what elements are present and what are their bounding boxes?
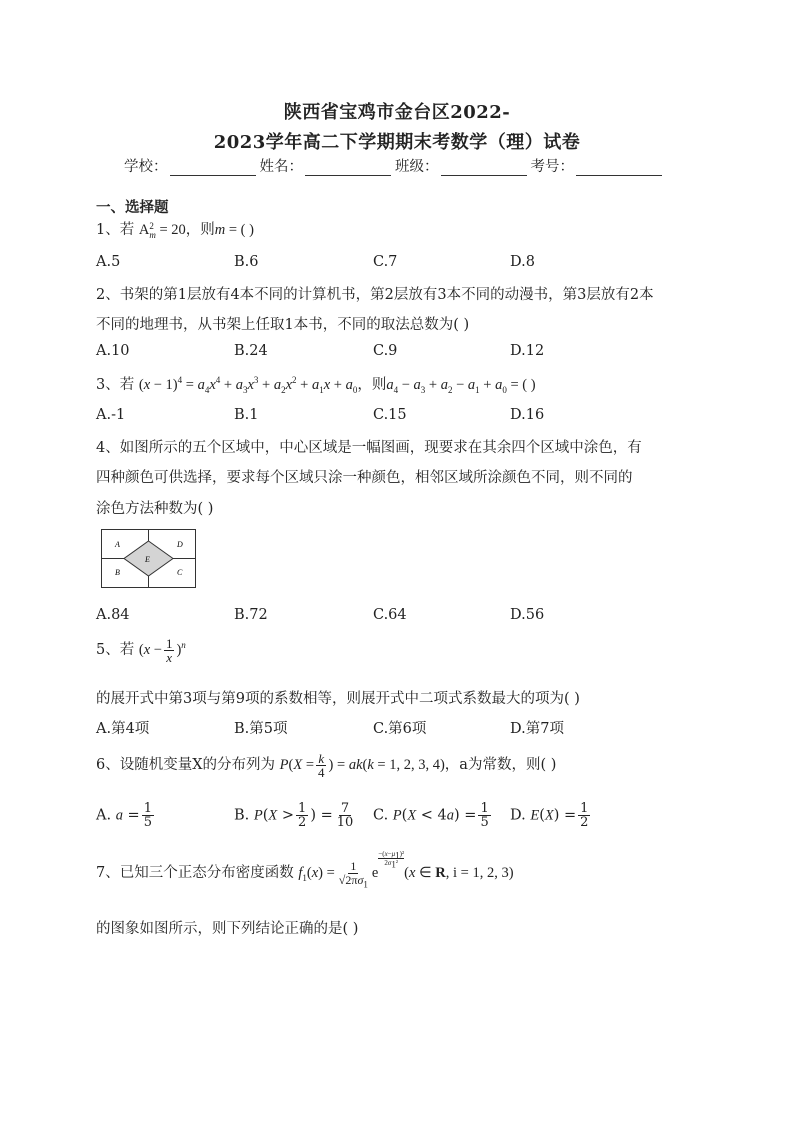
q3-end: = ( ) [510,377,536,393]
q1-ask: m [214,222,226,238]
q3-option-d[interactable]: D.16 [510,407,545,423]
q6-stem: 6、设随机变量X的分布列为 [96,756,276,773]
student-info-line [124,155,666,176]
question-5 [96,637,186,664]
q3-stem: 3、若 [96,377,135,393]
name-blank[interactable] [305,161,391,176]
question-1: 1、若 A 2 m = 20，则m = ( ) [96,220,254,240]
q6-option-a[interactable]: A. a = $\frac{1}{5}$ [96,801,152,830]
q4-option-a[interactable]: A.84 [96,607,130,623]
q4-label-a: A [115,540,120,549]
question-2-line1: 2、书架的第1层放有4本不同的计算机书，第2层放有3本不同的动漫书，第3层放有2本 [96,287,654,303]
q4-label-d: D [177,540,183,549]
question-4-line3: 涂色方法种数为( ) [96,501,214,517]
q1-tail: ，则 [185,222,215,238]
q6-formula: P(X = $\frac{k}{4}$ ) = ak(k = 1, 2, 3, 4) [279,751,445,780]
question-7-line2: 的图象如图所示，则下列结论正确的是( ) [96,921,359,937]
class-blank[interactable] [441,161,527,176]
q7-formula: $f_1(x)$ = $\frac{1}{√2\pi\sigma_1}$ e $\frac{-(x-\mu_1)^2}{2\sigma_1^2}$ (x ∈ R, i = 1, 2, 3) [298,850,514,890]
q1-option-a[interactable]: A.5 [96,254,121,270]
q4-region-figure [101,529,197,589]
question-4-line1: 4、如图所示的五个区域中，中心区域是一幅图画，现要求在其余四个区域中涂色，有 [96,440,642,456]
q5-option-d[interactable]: D.第7项 [510,721,564,737]
q2-option-a[interactable]: A.10 [96,343,130,359]
q1-formula: A 2 m = 20 [138,220,186,240]
question-4-line2: 四种颜色可供选择，要求每个区域只涂一种颜色，相邻区域所涂颜色不同，则不同的 [96,470,633,486]
exam-number-blank[interactable] [576,161,662,176]
q4-label-e: E [145,555,150,564]
q2-option-b[interactable]: B.24 [234,343,268,359]
q4-option-d[interactable]: D.56 [510,607,545,623]
q1-option-c[interactable]: C.7 [373,254,398,270]
q4-option-c[interactable]: C.64 [373,607,407,623]
question-7 [96,850,514,890]
exam-title-line1: 陕西省宝鸡市金台区2022- [283,102,511,123]
q4-option-b[interactable]: B.72 [234,607,268,623]
q5-option-c[interactable]: C.第6项 [373,721,427,737]
school-blank[interactable] [170,161,256,176]
q5-formula: (x − $\frac{1}{x}$ )$^n$ [138,636,186,665]
q3-tail: ，则 [357,377,387,393]
q5-option-a[interactable]: A.第4项 [96,721,150,737]
q2-option-d[interactable]: D.12 [510,343,545,359]
q1-option-d[interactable]: D.8 [510,254,535,270]
q2-option-c[interactable]: C.9 [373,343,398,359]
q1-stem: 1、若 [96,222,135,238]
question-5-line2: 的展开式中第3项与第9项的系数相等，则展开式中二项式系数最大的项为( ) [96,691,580,707]
q3-option-c[interactable]: C.15 [373,407,407,423]
q6-option-b[interactable]: B. P(X > $\frac{1}{2}$ ) = $\frac{7}{10}$ [234,801,354,830]
section-title: 一、选择题 [96,199,169,216]
q4-label-c: C [177,568,183,577]
q3-option-b[interactable]: B.1 [234,407,259,423]
school-label: 学校： [124,159,168,175]
q6-option-c[interactable]: C. P(X < 4a) = $\frac{1}{5}$ [373,801,489,830]
exam-title-line2: 2023学年高二下学期期末考数学（理）试卷 [213,132,581,153]
q6-tail: ，a为常数，则( ) [444,756,557,773]
question-3 [96,373,536,394]
q3-option-a[interactable]: A.-1 [96,407,126,423]
class-label: 班级： [395,159,439,175]
exam-number-label: 考号： [530,159,574,175]
q3-expr: $a_4 - a_3 + a_2 - a_1 + a_0$ [386,377,507,395]
q4-label-b: B [115,568,120,577]
q3-formula: $(x - 1)^4 = a_4x^4 + a_3x^3 + a_2x^2 + a_1x + a_0$ [138,375,358,395]
q7-stem: 7、已知三个正态分布密度函数 [96,864,294,881]
name-label: 姓名： [259,159,303,175]
question-6 [96,752,556,779]
q5-stem: 5、若 [96,641,135,658]
question-2-line2: 不同的地理书，从书架上任取1本书，不同的取法总数为( ) [96,317,470,333]
q6-option-d[interactable]: D. E(X) = $\frac{1}{2}$ [510,801,589,830]
q1-option-b[interactable]: B.6 [234,254,259,270]
q5-option-b[interactable]: B.第5项 [234,721,288,737]
